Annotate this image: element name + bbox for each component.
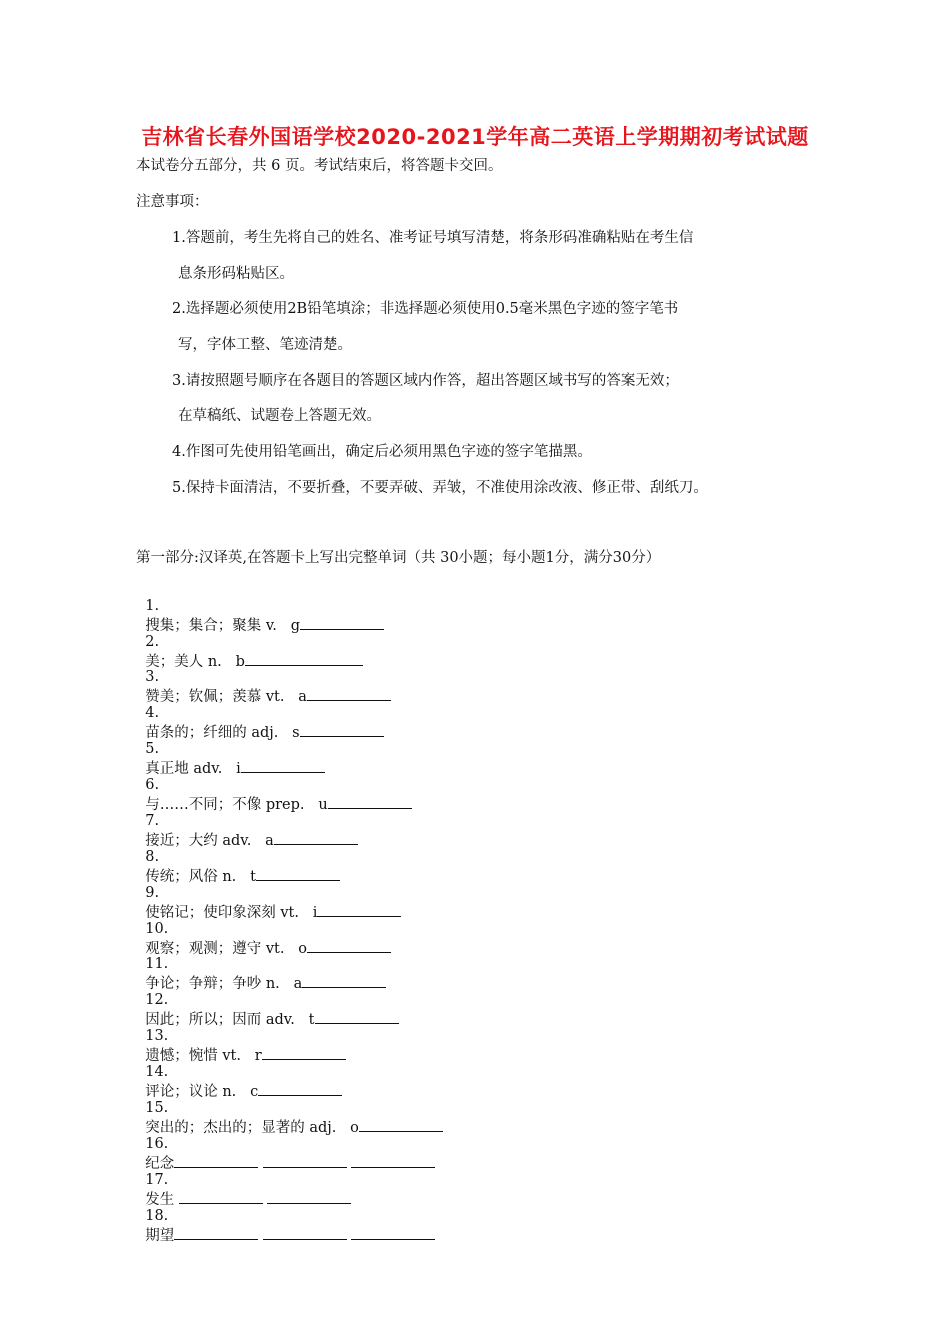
answer-blank[interactable]: [174, 1225, 258, 1240]
question-number: 16.: [145, 1136, 169, 1152]
part1-heading: 第一部分:汉译英,在答题卡上写出完整单词（共 30小题；每小题1分，满分30分）: [136, 550, 661, 566]
question-text: 遗憾；惋惜 vt. r: [145, 1048, 262, 1064]
question-number: 5.: [145, 741, 160, 757]
note-3-line1: 3.请按照题号顺序在各题目的答题区域内作答，超出答题区域书写的答案无效；: [172, 373, 679, 389]
note-1-line2: 息条形码粘贴区。: [178, 266, 294, 282]
question-text: 搜集；集合；聚集 v. g: [145, 618, 301, 634]
question-text: 赞美；钦佩；羡慕 vt. a: [145, 689, 307, 705]
note-5-line1: 5.保持卡面清洁，不要折叠，不要弄破、弄皱，不准使用涂改液、修正带、刮纸刀。: [172, 480, 708, 496]
question-number: 17.: [145, 1172, 169, 1188]
question-text: 突出的；杰出的；显著的 adj. o: [145, 1120, 359, 1136]
question-text: 发生: [145, 1192, 179, 1208]
question-number: 1.: [145, 598, 160, 614]
answer-blank[interactable]: [263, 1225, 347, 1240]
notes-heading: 注意事项：: [136, 194, 209, 210]
question-text: 美；美人 n. b: [145, 654, 245, 670]
question-number: 11.: [145, 956, 169, 972]
question-number: 6.: [145, 777, 160, 793]
note-1-line1: 1.答题前，考生先将自己的姓名、准考证号填写清楚，将条形码准确粘贴在考生信: [172, 230, 694, 246]
question-number: 14.: [145, 1064, 169, 1080]
note-4-line1: 4.作图可先使用铅笔画出，确定后必须用黑色字迹的签字笔描黑。: [172, 444, 592, 460]
question-text: 真正地 adv. i: [145, 761, 241, 777]
question-number: 8.: [145, 849, 160, 865]
question-text: 因此；所以；因而 adv. t: [145, 1012, 315, 1028]
question-text: 使铭记；使印象深刻 vt. i: [145, 905, 318, 921]
question-text: 传统；风俗 n. t: [145, 869, 256, 885]
question-number: 9.: [145, 885, 160, 901]
question-number: 4.: [145, 705, 160, 721]
question-text: 观察；观测；遵守 vt. o: [145, 941, 308, 957]
note-2-line1: 2.选择题必须使用2B铅笔填涂；非选择题必须使用0.5毫米黑色字迹的签字笔书: [172, 301, 679, 317]
question-number: 18.: [145, 1208, 169, 1224]
answer-blank[interactable]: [351, 1225, 435, 1240]
question-text: 纪念: [145, 1156, 175, 1172]
note-2-line2: 写，字体工整、笔迹清楚。: [178, 337, 352, 353]
question-number: 7.: [145, 813, 160, 829]
question-text: 接近；大约 adv. a: [145, 833, 274, 849]
question-row: [136, 1192, 435, 1245]
intro-text: 本试卷分五部分，共 6 页。考试结束后，将答题卡交回。: [136, 158, 503, 174]
question-number: 15.: [145, 1100, 169, 1116]
question-number: 12.: [145, 992, 169, 1008]
question-text: 与……不同；不像 prep. u: [145, 797, 328, 813]
note-3-line2: 在草稿纸、试题卷上答题无效。: [178, 408, 381, 424]
question-number: 13.: [145, 1028, 169, 1044]
document-title: 吉林省长春外国语学校2020-2021学年高二英语上学期期初考试试题: [141, 125, 809, 149]
question-text: 苗条的；纤细的 adj. s: [145, 725, 300, 741]
question-number: 3.: [145, 669, 160, 685]
question-text: 期望: [145, 1228, 175, 1244]
answer-blank[interactable]: [351, 1153, 435, 1168]
question-text: 评论；议论 n. c: [145, 1084, 259, 1100]
question-number: 2.: [145, 634, 160, 650]
question-number: 10.: [145, 921, 169, 937]
question-text: 争论；争辩；争吵 n. a: [145, 976, 303, 992]
